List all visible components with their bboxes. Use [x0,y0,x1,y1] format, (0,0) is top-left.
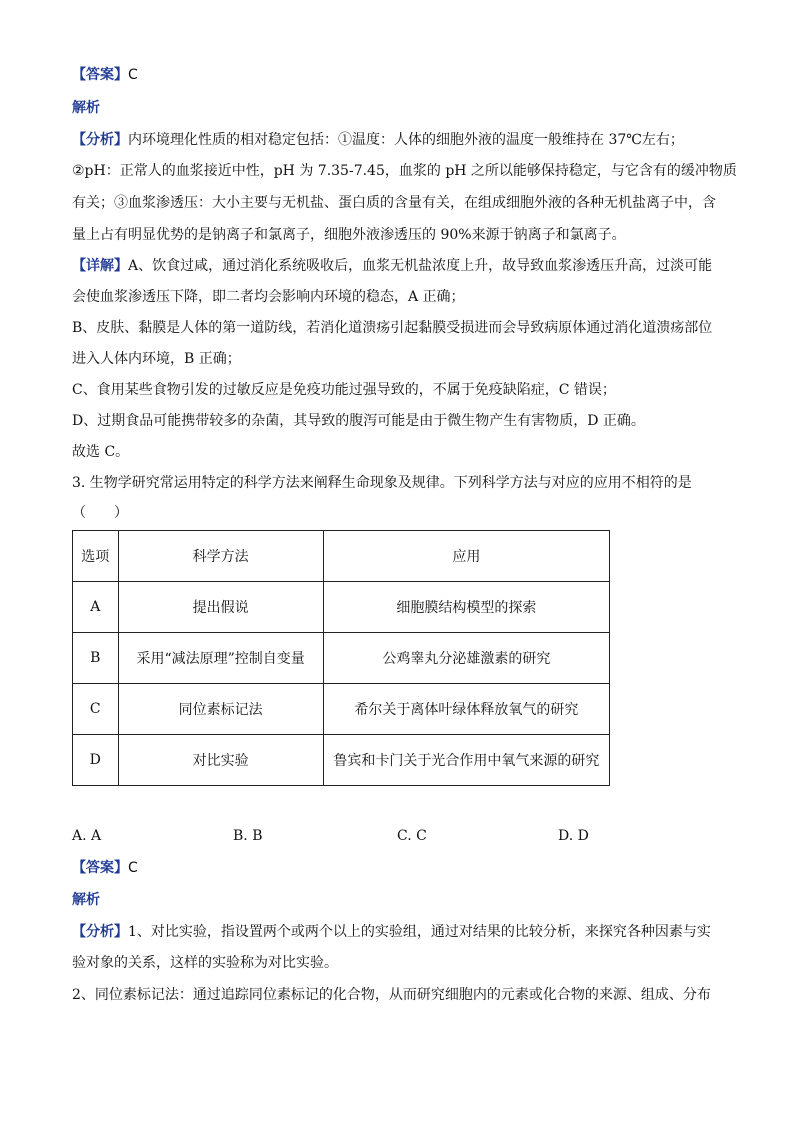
answer-options [72,828,672,848]
option-d: D. D [558,828,589,844]
cell-option: D [73,735,119,786]
fenxi-text: 内环境理化性质的相对稳定包括：①温度：人体的细胞外液的温度一般维持在 37℃左右； [128,132,684,148]
fenxi-2-text: 1、对比实验，指设置两个或两个以上的实验组，通过对结果的比较分析，来探究各种因素与实 [128,924,711,940]
answer-line [72,65,722,85]
answer-tag-2: 【答案】 [72,860,128,876]
option-c: C. C [397,828,427,844]
xiangjie-line-4: 进入人体内环境，B 正确； [72,351,241,367]
question-3-bracket: （ ） [72,505,128,521]
cell-method: 同位素标记法 [118,684,323,735]
header-application: 应用 [323,531,609,582]
conclusion-line: 故选 C。 [72,444,130,460]
cell-application: 鲁宾和卡门关于光合作用中氧气来源的研究 [323,735,609,786]
table-row [73,684,610,735]
header-option: 选项 [73,531,119,582]
xiangjie-line-6: D、过期食品可能携带较多的杂菌，其导致的腹泻可能是由于微生物产生有害物质，D 正确。 [72,413,645,429]
cell-method: 提出假说 [118,582,323,633]
table-header-row [73,531,610,582]
cell-method: 对比实验 [118,735,323,786]
xiangjie-line-3: B、皮肤、黏膜是人体的第一道防线，若消化道溃疡引起黏膜受损进而会导致病原体通过消化道溃疡部位 [72,320,713,336]
answer-value-2: C [128,860,138,876]
table-row [73,735,610,786]
option-b: B. B [233,828,263,844]
table-row [73,582,610,633]
cell-option: A [73,582,119,633]
xiangjie-line-1 [72,256,722,276]
cell-option: C [73,684,119,735]
xiangjie-line-5: C、食用某些食物引发的过敏反应是免疫功能过强导致的，不属于免疫缺陷症，C 错误； [72,382,616,398]
answer-line-2 [72,858,722,878]
xiangjie-line-2: 会使血浆渗透压下降，即二者均会影响内环境的稳态，A 正确； [72,289,465,305]
table-row [73,633,610,684]
header-method: 科学方法 [118,531,323,582]
fenxi-2-line-3: 2、同位素标记法：通过追踪同位素标记的化合物，从而研究细胞内的元素或化合物的来源、组成、分布 [72,987,711,1003]
question-3-table [72,530,610,786]
fenxi-tag: 【分析】 [72,132,128,148]
answer-value: C [128,67,138,83]
xiangjie-text: A、饮食过咸，通过消化系统吸收后，血浆无机盐浓度上升，故导致血浆渗透压升高，过淡可能 [128,258,713,274]
cell-application: 公鸡睾丸分泌雄激素的研究 [323,633,609,684]
fenxi-2-line-2: 验对象的关系，这样的实验称为对比实验。 [72,955,338,971]
option-a: A. A [72,828,102,844]
fenxi-line-3: 有关；③血浆渗透压：大小主要与无机盐、蛋白质的含量有关，在组成细胞外液的各种无机盐离子中，含 [72,195,716,211]
cell-application: 细胞膜结构模型的探索 [323,582,609,633]
fenxi-2-line-1 [72,922,722,942]
answer-tag: 【答案】 [72,67,128,83]
fenxi-line-1 [72,130,722,150]
cell-method: 采用“减法原理”控制自变量 [118,633,323,684]
fenxi-tag-2: 【分析】 [72,924,128,940]
fenxi-line-2: ②pH：正常人的血浆接近中性，pH 为 7.35-7.45，血浆的 pH 之所以能够保持稳定，与它含有的缓冲物质 [72,163,737,179]
question-3-stem: 3. 生物学研究常运用特定的科学方法来阐释生命现象及规律。下列科学方法与对应的应用不相符的是 [72,475,692,491]
cell-option: B [73,633,119,684]
analysis-tag-2: 解析 [72,892,100,908]
analysis-heading [72,98,722,118]
fenxi-line-4: 量上占有明显优势的是钠离子和氯离子，细胞外液渗透压的 90%来源于钠离子和氯离子。 [72,227,626,243]
analysis-heading-2 [72,890,722,910]
analysis-tag: 解析 [72,100,100,116]
xiangjie-tag: 【详解】 [72,258,128,274]
cell-application: 希尔关于离体叶绿体释放氧气的研究 [323,684,609,735]
